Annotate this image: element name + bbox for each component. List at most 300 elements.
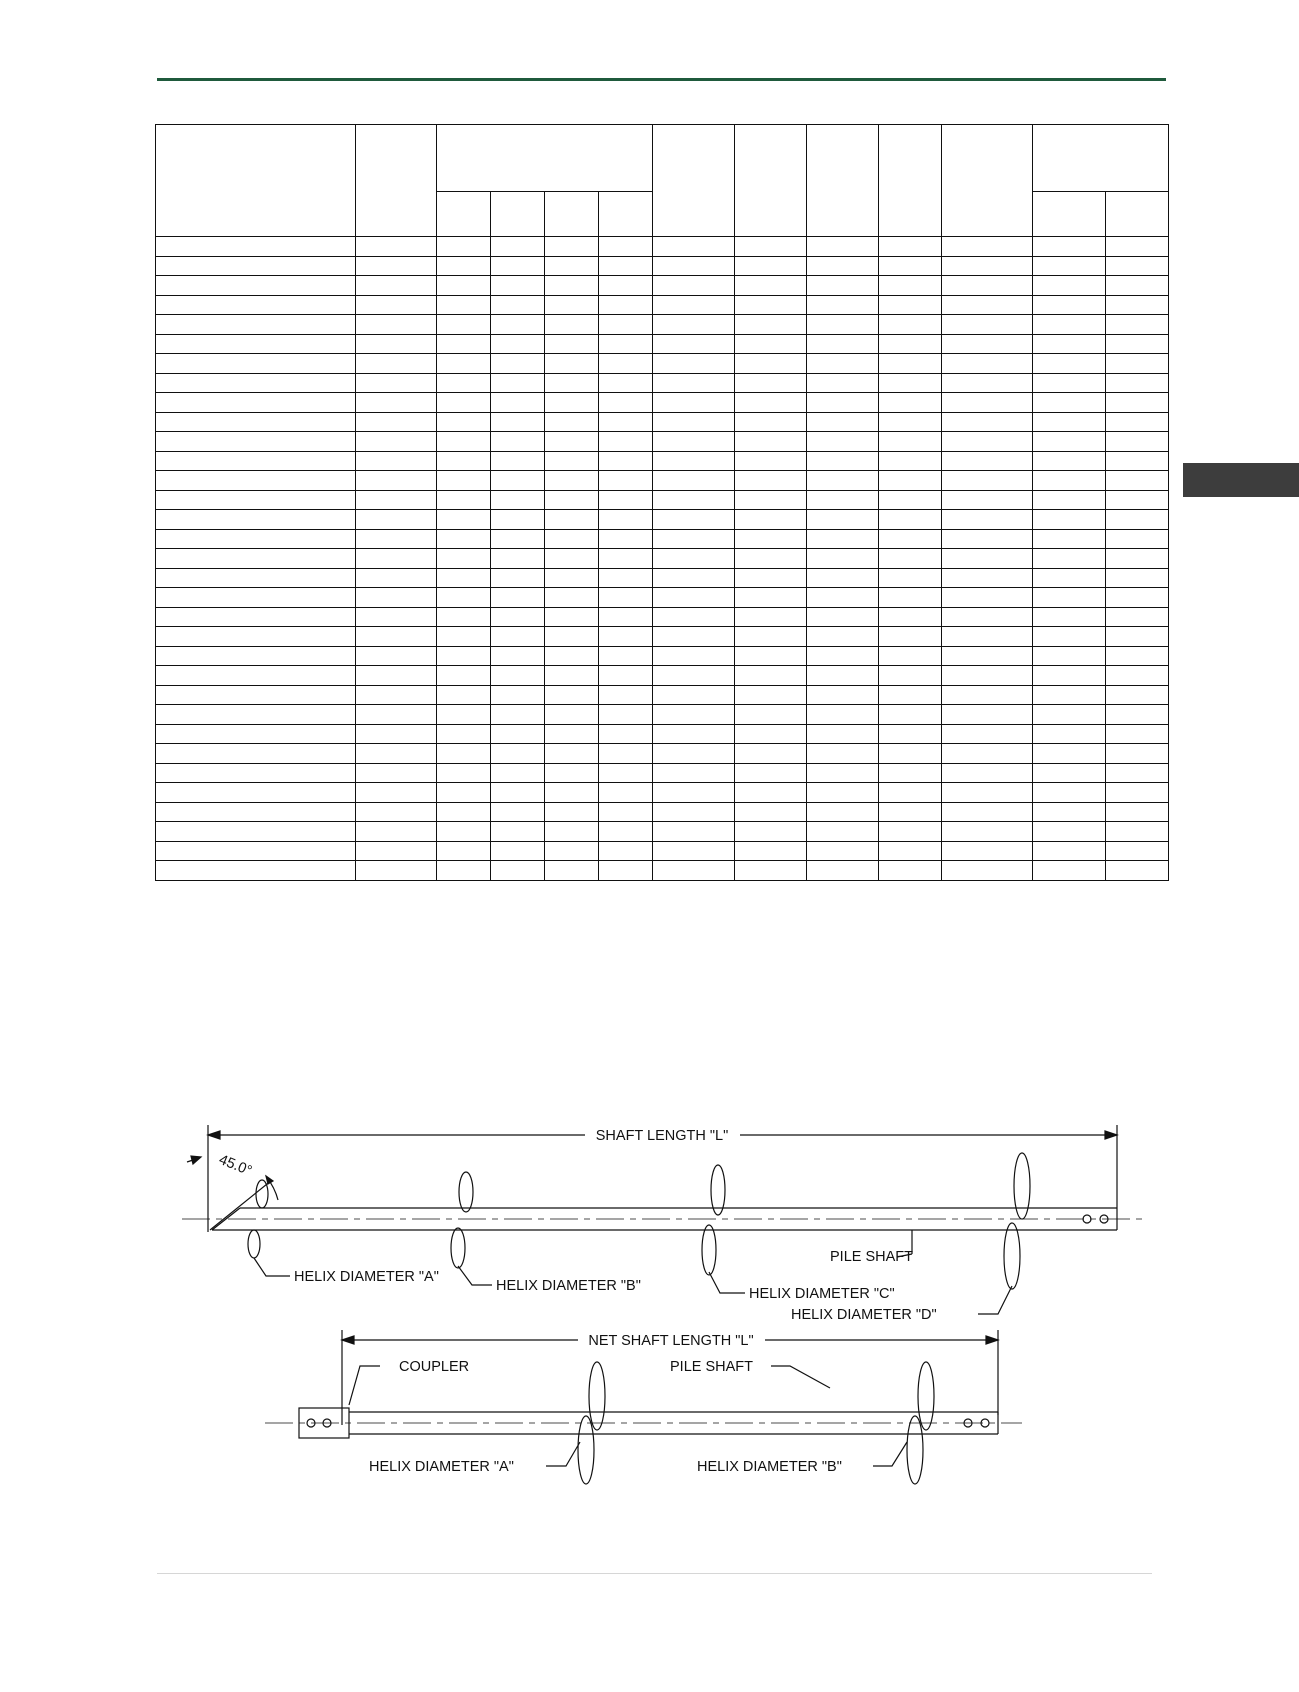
table-cell: [879, 549, 942, 569]
table-cell: [599, 451, 653, 471]
table-cell: [1106, 588, 1169, 608]
helix-b-bottom: [451, 1228, 465, 1268]
table-cell: [545, 646, 599, 666]
table-cell: [942, 237, 1033, 257]
table-cell: [1106, 841, 1169, 861]
table-cell: [437, 666, 491, 686]
table-cell: [879, 568, 942, 588]
table-cell: [1033, 588, 1106, 608]
table-cell: [735, 334, 807, 354]
table-cell: [1033, 549, 1106, 569]
table-cell: [1033, 373, 1106, 393]
table-cell: [735, 588, 807, 608]
table-cell: [1106, 471, 1169, 491]
table-cell: [735, 393, 807, 413]
table-cell: [942, 588, 1033, 608]
table-cell: [879, 354, 942, 374]
table-cell: [653, 783, 735, 803]
table-cell: [879, 256, 942, 276]
table-cell: [437, 822, 491, 842]
table-cell: [735, 666, 807, 686]
table-cell: [942, 685, 1033, 705]
arrow-icon: [986, 1336, 998, 1344]
table-cell: [599, 529, 653, 549]
table-cell: [653, 841, 735, 861]
table-cell: [437, 783, 491, 803]
table-cell: [437, 744, 491, 764]
table-cell: [356, 705, 437, 725]
table-cell: [545, 432, 599, 452]
table-cell: [599, 841, 653, 861]
helical-pile-drawing: [0, 1100, 1299, 1520]
pile-shaft-label: PILE SHAFT: [830, 1249, 913, 1265]
section-tab[interactable]: [1183, 463, 1299, 497]
table-cell: [599, 432, 653, 452]
table-cell: [545, 510, 599, 530]
table-cell: [735, 295, 807, 315]
table-cell: [1106, 451, 1169, 471]
table-cell: [437, 802, 491, 822]
table-cell: [735, 685, 807, 705]
table-row: [156, 315, 1169, 335]
table-cell: [653, 861, 735, 881]
table-cell: [491, 666, 545, 686]
table-cell: [942, 315, 1033, 335]
table-cell: [437, 373, 491, 393]
table-cell: [653, 432, 735, 452]
leader-helix-b: [458, 1266, 492, 1285]
table-cell: [599, 705, 653, 725]
table-cell: [599, 724, 653, 744]
table-cell: [356, 822, 437, 842]
table-row: [156, 412, 1169, 432]
table-cell: [1033, 841, 1106, 861]
table-cell: [942, 256, 1033, 276]
table-cell: [879, 841, 942, 861]
table-cell: [807, 705, 879, 725]
table-cell: [491, 256, 545, 276]
table-cell: [879, 744, 942, 764]
net-shaft-length-label: NET SHAFT LENGTH "L": [588, 1333, 754, 1349]
table-cell: [356, 393, 437, 413]
table-cell: [491, 783, 545, 803]
spec-table: [155, 124, 1169, 881]
table-cell: [599, 373, 653, 393]
table-cell: [156, 666, 356, 686]
table-cell: [653, 295, 735, 315]
table-cell: [1033, 568, 1106, 588]
table-cell: [1033, 685, 1106, 705]
helix-d-top: [1014, 1153, 1030, 1219]
table-cell: [491, 705, 545, 725]
table-cell: [942, 841, 1033, 861]
table-cell: [156, 627, 356, 647]
table-cell: [879, 802, 942, 822]
table-cell: [545, 276, 599, 296]
table-cell: [1106, 256, 1169, 276]
table-row: [156, 607, 1169, 627]
table-cell: [879, 763, 942, 783]
table-cell: [545, 529, 599, 549]
table-cell: [879, 471, 942, 491]
header-cell: [735, 125, 807, 237]
table-cell: [156, 529, 356, 549]
table-cell: [1106, 763, 1169, 783]
subheader-cell: [437, 192, 491, 237]
table-cell: [356, 627, 437, 647]
table-cell: [156, 744, 356, 764]
table-cell: [942, 568, 1033, 588]
table-cell: [491, 685, 545, 705]
table-cell: [942, 607, 1033, 627]
table-cell: [356, 646, 437, 666]
table-row: [156, 724, 1169, 744]
table-cell: [545, 393, 599, 413]
table-cell: [1033, 295, 1106, 315]
table-cell: [491, 568, 545, 588]
table-cell: [545, 315, 599, 335]
table-cell: [437, 861, 491, 881]
table-cell: [545, 354, 599, 374]
table-cell: [599, 256, 653, 276]
table-cell: [879, 412, 942, 432]
table-cell: [599, 549, 653, 569]
table-cell: [437, 607, 491, 627]
table-cell: [653, 822, 735, 842]
table-cell: [807, 315, 879, 335]
table-cell: [491, 451, 545, 471]
table-row: [156, 237, 1169, 257]
table-cell: [156, 490, 356, 510]
header-cell-group: [437, 125, 653, 192]
subheader-cell: [1106, 192, 1169, 237]
table-cell: [156, 607, 356, 627]
table-cell: [807, 451, 879, 471]
table-cell: [735, 861, 807, 881]
footer-rule: [157, 1573, 1152, 1574]
table-cell: [356, 802, 437, 822]
table-cell: [735, 471, 807, 491]
table-cell: [545, 373, 599, 393]
shaft-length-label: SHAFT LENGTH "L": [595, 1128, 729, 1144]
table-cell: [437, 529, 491, 549]
angle-line: [210, 1180, 272, 1230]
table-cell: [1033, 237, 1106, 257]
table-cell: [807, 256, 879, 276]
table-cell: [653, 393, 735, 413]
header-cell: [879, 125, 942, 237]
table-cell: [807, 666, 879, 686]
table-cell: [942, 373, 1033, 393]
table-cell: [807, 529, 879, 549]
table-row: [156, 861, 1169, 881]
table-cell: [599, 588, 653, 608]
helix-a-bottom: [578, 1416, 594, 1484]
table-cell: [491, 802, 545, 822]
table-cell: [653, 763, 735, 783]
table-cell: [1033, 646, 1106, 666]
table-cell: [491, 354, 545, 374]
helix-b-label: HELIX DIAMETER "B": [697, 1459, 842, 1475]
table-cell: [942, 646, 1033, 666]
helix-b-label: HELIX DIAMETER "B": [496, 1278, 641, 1294]
table-cell: [1106, 802, 1169, 822]
table-cell: [1033, 334, 1106, 354]
table-cell: [653, 549, 735, 569]
table-cell: [653, 705, 735, 725]
table-cell: [735, 802, 807, 822]
table-cell: [807, 783, 879, 803]
table-cell: [942, 529, 1033, 549]
table-cell: [356, 607, 437, 627]
table-cell: [356, 549, 437, 569]
header-cell: [156, 125, 356, 237]
table-row: [156, 802, 1169, 822]
table-cell: [942, 393, 1033, 413]
table-cell: [1106, 822, 1169, 842]
table-cell: [437, 841, 491, 861]
table-cell: [491, 490, 545, 510]
table-cell: [599, 510, 653, 530]
table-cell: [1106, 627, 1169, 647]
table-cell: [599, 412, 653, 432]
table-cell: [1106, 607, 1169, 627]
table-cell: [356, 861, 437, 881]
table-cell: [1033, 354, 1106, 374]
table-cell: [735, 627, 807, 647]
table-cell: [545, 627, 599, 647]
table-cell: [807, 276, 879, 296]
table-cell: [807, 802, 879, 822]
table-row: [156, 744, 1169, 764]
table-cell: [437, 237, 491, 257]
table-cell: [491, 744, 545, 764]
table-cell: [879, 510, 942, 530]
table-cell: [879, 685, 942, 705]
table-row: [156, 432, 1169, 452]
table-cell: [807, 588, 879, 608]
table-cell: [879, 393, 942, 413]
table-cell: [437, 646, 491, 666]
table-cell: [1106, 432, 1169, 452]
table-cell: [735, 724, 807, 744]
table-cell: [491, 627, 545, 647]
table-cell: [156, 802, 356, 822]
table-cell: [356, 373, 437, 393]
table-cell: [599, 802, 653, 822]
table-cell: [599, 237, 653, 257]
table-row: [156, 685, 1169, 705]
table-cell: [653, 276, 735, 296]
table-cell: [807, 627, 879, 647]
table-cell: [599, 607, 653, 627]
table-cell: [356, 841, 437, 861]
table-cell: [807, 237, 879, 257]
table-cell: [156, 841, 356, 861]
table-row: [156, 334, 1169, 354]
table-cell: [545, 666, 599, 686]
header-cell-group: [1033, 125, 1169, 192]
table-cell: [437, 685, 491, 705]
table-cell: [545, 295, 599, 315]
table-cell: [807, 471, 879, 491]
helix-b-top: [918, 1362, 934, 1430]
table-cell: [599, 276, 653, 296]
table-cell: [879, 432, 942, 452]
table-cell: [653, 646, 735, 666]
table-cell: [735, 451, 807, 471]
table-cell: [653, 373, 735, 393]
table-cell: [599, 763, 653, 783]
table-cell: [599, 354, 653, 374]
table-cell: [599, 334, 653, 354]
table-cell: [156, 393, 356, 413]
table-cell: [1106, 510, 1169, 530]
table-cell: [653, 334, 735, 354]
table-cell: [356, 568, 437, 588]
table-cell: [1033, 315, 1106, 335]
helix-a-label: HELIX DIAMETER "A": [294, 1269, 439, 1285]
table-cell: [156, 256, 356, 276]
table-row: [156, 646, 1169, 666]
table-cell: [735, 841, 807, 861]
table-cell: [437, 568, 491, 588]
table-cell: [599, 627, 653, 647]
table-cell: [437, 588, 491, 608]
table-cell: [1106, 646, 1169, 666]
table-cell: [653, 237, 735, 257]
table-cell: [879, 334, 942, 354]
table-cell: [942, 354, 1033, 374]
table-cell: [1033, 432, 1106, 452]
table-cell: [437, 334, 491, 354]
table-cell: [1033, 802, 1106, 822]
table-cell: [156, 354, 356, 374]
arrow-icon: [1105, 1131, 1117, 1139]
table-row: [156, 841, 1169, 861]
table-cell: [1106, 373, 1169, 393]
coupler-label: COUPLER: [399, 1359, 470, 1375]
helix-a-label: HELIX DIAMETER "A": [369, 1459, 514, 1475]
table-cell: [942, 451, 1033, 471]
table-cell: [545, 705, 599, 725]
table-cell: [735, 822, 807, 842]
table-cell: [1106, 276, 1169, 296]
table-cell: [807, 724, 879, 744]
table-cell: [545, 607, 599, 627]
table-cell: [1033, 627, 1106, 647]
table-cell: [545, 334, 599, 354]
table-row: [156, 295, 1169, 315]
table-cell: [491, 295, 545, 315]
table-cell: [491, 529, 545, 549]
subheader-cell: [599, 192, 653, 237]
table-cell: [356, 295, 437, 315]
table-row: [156, 256, 1169, 276]
table-cell: [491, 646, 545, 666]
table-cell: [599, 490, 653, 510]
table-cell: [879, 724, 942, 744]
table-cell: [653, 490, 735, 510]
table-row: [156, 393, 1169, 413]
table-cell: [653, 802, 735, 822]
table-cell: [653, 568, 735, 588]
table-cell: [653, 685, 735, 705]
header-cell: [653, 125, 735, 237]
table-cell: [735, 237, 807, 257]
table-cell: [1106, 861, 1169, 881]
table-cell: [879, 588, 942, 608]
header-cell: [807, 125, 879, 237]
table-cell: [437, 256, 491, 276]
table-cell: [437, 354, 491, 374]
table-cell: [545, 744, 599, 764]
table-cell: [437, 432, 491, 452]
table-cell: [356, 685, 437, 705]
table-cell: [735, 490, 807, 510]
table-cell: [156, 646, 356, 666]
helix-d-bottom: [1004, 1223, 1020, 1289]
table-cell: [156, 861, 356, 881]
table-cell: [356, 783, 437, 803]
table-cell: [491, 724, 545, 744]
table-cell: [807, 646, 879, 666]
table-cell: [356, 256, 437, 276]
table-row: [156, 763, 1169, 783]
table-cell: [653, 315, 735, 335]
table-cell: [599, 646, 653, 666]
table-cell: [156, 295, 356, 315]
table-cell: [735, 256, 807, 276]
table-cell: [653, 256, 735, 276]
table-cell: [653, 744, 735, 764]
table-cell: [879, 276, 942, 296]
table-cell: [879, 607, 942, 627]
table-row: [156, 510, 1169, 530]
table-cell: [491, 432, 545, 452]
table-cell: [1106, 354, 1169, 374]
table-cell: [491, 393, 545, 413]
table-cell: [1033, 744, 1106, 764]
helix-c-bottom: [702, 1225, 716, 1275]
table-cell: [942, 490, 1033, 510]
leader-helix-d: [978, 1286, 1012, 1314]
table-cell: [879, 666, 942, 686]
table-cell: [1106, 549, 1169, 569]
table-cell: [545, 588, 599, 608]
table-cell: [735, 432, 807, 452]
table-cell: [735, 510, 807, 530]
table-cell: [545, 568, 599, 588]
table-cell: [942, 510, 1033, 530]
table-cell: [545, 412, 599, 432]
table-row: [156, 490, 1169, 510]
table-cell: [1033, 666, 1106, 686]
table-cell: [545, 451, 599, 471]
table-cell: [437, 549, 491, 569]
table-cell: [735, 646, 807, 666]
subheader-cell: [545, 192, 599, 237]
table-cell: [491, 588, 545, 608]
table-cell: [356, 471, 437, 491]
table-cell: [437, 276, 491, 296]
leader-helix-b: [873, 1442, 907, 1466]
table-row: [156, 549, 1169, 569]
table-cell: [807, 510, 879, 530]
table-cell: [653, 451, 735, 471]
table-cell: [1033, 783, 1106, 803]
table-cell: [879, 315, 942, 335]
